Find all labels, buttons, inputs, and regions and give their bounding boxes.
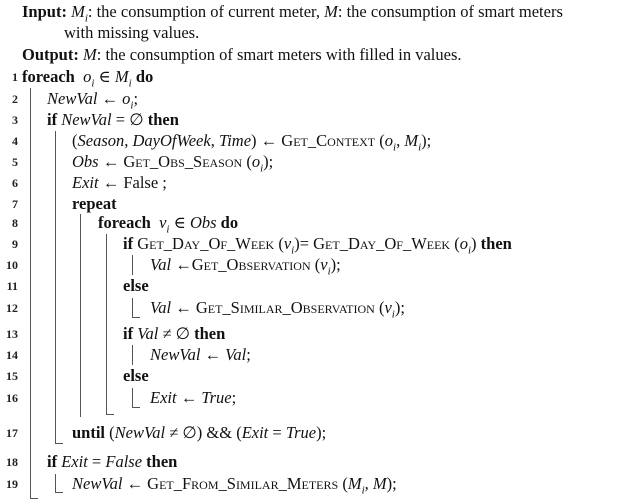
var-v: v	[283, 234, 292, 253]
in-symbol: ∈	[173, 213, 186, 232]
kw-then: then	[147, 110, 179, 129]
var-M: M	[372, 474, 387, 493]
line-18	[47, 452, 177, 472]
input-spec-cont: with missing values.	[64, 23, 200, 42]
block-line-then	[132, 345, 133, 365]
sub-i: i	[418, 141, 422, 154]
kw-foreach: foreach	[98, 213, 151, 232]
var-exit: Exit	[150, 388, 177, 407]
var-o: o	[459, 234, 468, 253]
line-number: 6	[12, 176, 18, 190]
fn-get-context: Get_Context	[281, 131, 376, 150]
kw-else: else	[123, 366, 149, 385]
fn-get-day-of-week: Get_Day_Of_Week	[313, 234, 451, 253]
assign-arrow: ←	[260, 131, 278, 150]
line-5: Obs ← Get_Obs_Season $(o_i)$;	[72, 152, 274, 175]
var-val: Val	[150, 255, 172, 274]
kw-else: else	[123, 276, 149, 295]
block-hook	[55, 492, 63, 493]
block-line-else	[132, 298, 133, 318]
line-2: NewVal ← $o_i$;	[47, 89, 139, 112]
val-false: False	[105, 452, 143, 471]
line-3	[47, 110, 179, 130]
line-number: 4	[12, 134, 18, 148]
eq-symbol: =	[299, 234, 310, 253]
assign-arrow: ←	[175, 255, 192, 274]
var-M: M	[324, 2, 338, 21]
sub-i: i	[361, 484, 365, 497]
var-newval: NewVal	[114, 423, 166, 442]
line-number: 10	[6, 258, 18, 272]
var-newval: NewVal	[47, 89, 98, 108]
var-M: M	[82, 45, 97, 64]
sub-i: i	[91, 77, 95, 90]
fn-get-day-of-week: Get_Day_Of_Week	[137, 234, 275, 253]
line-13	[123, 324, 225, 344]
kw-then: then	[194, 324, 226, 343]
line-16: Exit ← True;	[150, 388, 237, 407]
input-desc-2: : the consumption of smart meters	[337, 2, 563, 21]
line-number: 8	[12, 216, 18, 230]
assign-arrow: ←	[102, 173, 120, 192]
val-true: True	[201, 388, 232, 407]
block-hook	[106, 414, 114, 415]
kw-do: do	[135, 67, 154, 86]
sub-i: i	[467, 244, 472, 257]
kw-if: if	[47, 110, 58, 129]
val-false: False	[123, 173, 159, 192]
var-M: M	[114, 67, 129, 86]
assign-arrow: ←	[204, 345, 222, 364]
line-number: 15	[6, 369, 18, 383]
kw-foreach: foreach	[22, 67, 75, 86]
kw-if: if	[123, 234, 134, 253]
var-o: o	[122, 89, 131, 108]
line-number: 3	[12, 113, 18, 127]
line-7	[72, 194, 117, 214]
var-M: M	[347, 474, 362, 493]
var-val: Val	[137, 324, 159, 343]
var-exit: Exit	[72, 173, 99, 192]
kw-repeat: repeat	[72, 194, 117, 213]
line-12: Val ← Get_Similar_Observation $(v_i)$;	[150, 298, 405, 321]
in-symbol: ∈	[98, 67, 111, 86]
var-v: v	[320, 255, 328, 274]
eq-symbol: =	[272, 423, 282, 442]
line-number: 5	[12, 155, 18, 169]
line-10: Val ←Get_Observation $(v_i)$;	[150, 255, 341, 278]
neq-symbol: ≠	[169, 423, 179, 442]
sub-i: i	[128, 77, 132, 90]
line-number: 17	[6, 426, 18, 440]
line-number: 19	[6, 477, 18, 491]
empty-set: ∅	[129, 110, 144, 129]
kw-then: then	[146, 452, 178, 471]
block-hook	[55, 443, 63, 444]
block-hook	[132, 317, 140, 318]
neq-symbol: ≠	[162, 324, 172, 343]
var-newval: NewVal	[61, 110, 112, 129]
empty-set: ∅	[182, 423, 197, 442]
input-desc-1: : the consumption of current meter,	[87, 2, 325, 21]
line-9: if Get_Day_Of_Week $(v_i)=$ Get_Day_Of_Week $(o_i)$ then	[123, 234, 512, 257]
assign-arrow: ←	[101, 89, 119, 108]
line-17: until (NewVal ≠ ∅) && (Exit = True);	[72, 423, 327, 442]
sub-i: i	[166, 223, 170, 236]
line-number: 12	[6, 301, 18, 315]
fn-get-obs-season: Get_Obs_Season	[123, 152, 243, 171]
line-15	[123, 366, 149, 386]
sub-i: i	[84, 12, 88, 25]
var-o: o	[251, 152, 261, 171]
line-number: 18	[6, 455, 18, 469]
var-v: v	[384, 298, 392, 317]
line-number: 9	[12, 237, 18, 251]
kw-then: then	[480, 234, 512, 253]
block-line-if-exit	[55, 474, 56, 493]
line-19: NewVal ← Get_From_Similar_Meters ($M_i$, M);	[72, 474, 397, 497]
line-4: (Season, DayOfWeek, Time) ← Get_Context ($o_i$, $M_i$);	[72, 131, 432, 154]
var-dayofweek: DayOfWeek	[132, 131, 211, 150]
eq-symbol: =	[115, 110, 126, 129]
block-hook	[132, 407, 140, 408]
eq-symbol: =	[91, 452, 102, 471]
kw-if: if	[123, 324, 134, 343]
block-line-else	[132, 388, 133, 408]
block-line-then	[132, 255, 133, 275]
kw-do: do	[220, 213, 239, 232]
var-M: M	[71, 2, 85, 21]
sub-i: i	[130, 99, 134, 112]
output-spec	[22, 45, 462, 65]
line-14: NewVal ← Val;	[150, 345, 251, 364]
var-exit: Exit	[61, 452, 88, 471]
block-hook	[30, 498, 38, 499]
var-season: Season	[77, 131, 125, 150]
var-o: o	[384, 131, 393, 150]
assign-arrow: ←	[126, 474, 144, 493]
var-obs: Obs	[72, 152, 99, 171]
var-val: Val	[225, 345, 247, 364]
line-number: 2	[12, 92, 18, 106]
val-true: True	[285, 423, 317, 442]
output-label: Output:	[22, 45, 79, 64]
var-newval: NewVal	[72, 474, 123, 493]
output-desc: : the consumption of smart meters with filled in values.	[96, 45, 462, 64]
line-number: 7	[12, 197, 18, 211]
var-obs: Obs	[189, 213, 217, 232]
sub-i: i	[291, 244, 295, 257]
line-number: 14	[6, 348, 18, 362]
var-o: o	[83, 67, 92, 86]
var-newval: NewVal	[150, 345, 201, 364]
sub-i: i	[327, 265, 331, 278]
assign-arrow: ←	[102, 152, 120, 171]
assign-arrow: ←	[175, 298, 192, 317]
var-v: v	[159, 213, 167, 232]
block-line-foreach	[30, 88, 31, 499]
block-line-repeat	[80, 214, 81, 417]
line-6: Exit ← False ;	[72, 173, 167, 192]
empty-set: ∅	[175, 324, 190, 343]
fn-get-similar-observation: Get_Similar_Observation	[195, 298, 375, 317]
block-line-foreach-inner	[106, 234, 107, 415]
kw-until: until	[72, 423, 106, 442]
line-number: 13	[6, 327, 18, 341]
line-number: 11	[6, 279, 18, 293]
assign-arrow: ←	[180, 388, 198, 407]
line-number: 1	[12, 70, 18, 84]
and-operator: &&	[206, 423, 233, 442]
sub-i: i	[393, 141, 397, 154]
sub-i: i	[260, 162, 264, 175]
var-val: Val	[150, 298, 172, 317]
input-label: Input:	[22, 2, 67, 21]
fn-get-from-similar-meters: Get_From_Similar_Meters	[147, 474, 339, 493]
fn-get-observation: Get_Observation	[191, 255, 311, 274]
sub-i: i	[391, 308, 395, 321]
kw-if: if	[47, 452, 58, 471]
line-11	[123, 276, 149, 296]
var-M: M	[404, 131, 419, 150]
var-time: Time	[218, 131, 252, 150]
line-number: 16	[6, 391, 18, 405]
block-line-if	[55, 131, 56, 444]
var-exit: Exit	[241, 423, 269, 442]
